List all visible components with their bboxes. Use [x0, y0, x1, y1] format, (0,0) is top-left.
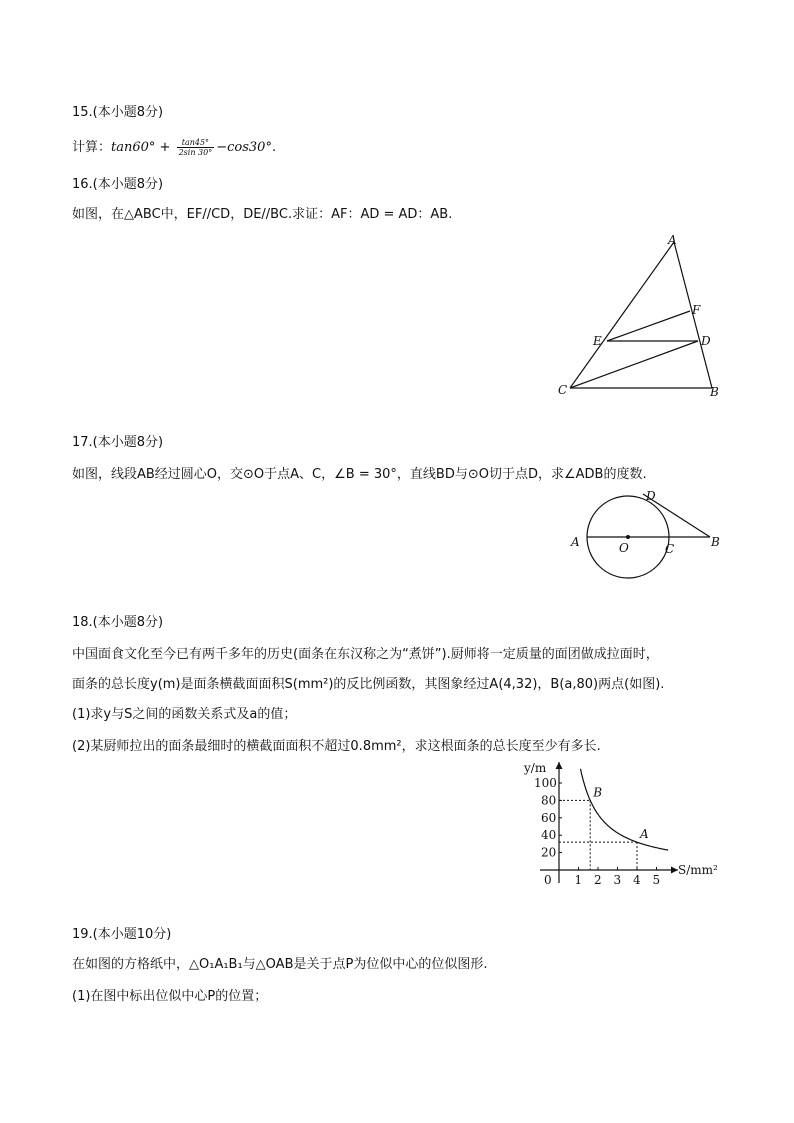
label-A: A: [571, 535, 580, 549]
q15-term3: cos30°: [227, 140, 272, 155]
label-B: B: [710, 385, 719, 399]
label-E: E: [593, 334, 602, 348]
q18-header: 18.(本小题8分): [72, 615, 164, 630]
q15-fraction: [177, 138, 215, 157]
q15-plus: +: [155, 140, 175, 155]
q16-text: 如图，在△ABC中，EF//CD，DE//BC.求证：AF：AD = AD：AB.: [72, 207, 453, 222]
q18-sub1: (1)求y与S之间的函数关系式及a的值；: [72, 707, 297, 722]
q18-line1: 中国面食文化至今已有两千多年的历史(面条在东汉称之为“煮饼”).厨师将一定质量的面团做成拉面时，: [72, 647, 659, 662]
y-tick-label: 40: [541, 828, 557, 843]
label-C: C: [665, 542, 675, 556]
label-B: B: [711, 535, 720, 549]
q15-minus: −: [216, 140, 228, 155]
label-O: O: [619, 541, 629, 555]
q19-sub1: (1)在图中标出位似中心P的位置；: [72, 989, 268, 1004]
label-C: C: [558, 383, 568, 397]
q18-sub2: (2)某厨师拉出的面条最细时的横截面面积不超过0.8mm²，求这根面条的总长度至少有多长.: [72, 739, 601, 754]
point-label-B: B: [593, 785, 603, 800]
q15-frac-num: tan45°: [177, 138, 215, 148]
point-label-A: A: [640, 827, 649, 842]
label-D: D: [701, 334, 711, 348]
q15-end: .: [271, 140, 277, 155]
q17-header: 17.(本小题8分): [72, 435, 164, 450]
label-F: F: [692, 303, 701, 317]
segment-EF: [607, 311, 690, 341]
q16-triangle-figure: [550, 228, 730, 403]
y-tick-label: 100: [534, 776, 557, 790]
q15-frac-den: 2sin 30°: [178, 148, 213, 157]
inverse-proportion-curve: [581, 769, 669, 850]
x-tick-label: 1: [574, 873, 583, 887]
q18-chart: [520, 758, 730, 888]
q19-text: 在如图的方格纸中，△O₁A₁B₁与△OAB是关于点P为位似中心的位似图形.: [72, 957, 488, 972]
q15-term1: tan60°: [111, 140, 156, 155]
q17-circle-figure: [565, 484, 735, 584]
q18-line2: 面条的总长度y(m)是面条横截面面积S(mm²)的反比例函数，其图象经过A(4,32)，B(a,80)两点(如图).: [72, 677, 665, 692]
edge-AC: [570, 242, 674, 388]
y-tick-label: 60: [541, 810, 557, 825]
y-tick-label: 20: [541, 845, 557, 860]
origin-label: 0: [544, 873, 552, 887]
x-tick-label: 5: [652, 873, 661, 887]
x-tick-label: 3: [613, 873, 622, 887]
x-tick-label: 2: [594, 873, 602, 887]
y-tick-label: 80: [541, 793, 557, 808]
q16-header: 16.(本小题8分): [72, 177, 164, 192]
label-D: D: [646, 489, 656, 503]
label-A: A: [668, 233, 677, 247]
center-dot: [626, 535, 630, 539]
y-axis-label: y/m: [524, 761, 547, 775]
segment-CD: [570, 341, 698, 388]
q15-expression: [72, 138, 276, 157]
q15-header: 15.(本小题8分): [72, 105, 164, 120]
q17-text: 如图，线段AB经过圆心O，交⊙O于点A、C，∠B = 30°，直线BD与⊙O切于点D，求∠ADB的度数.: [72, 467, 647, 482]
q15-prefix: 计算：: [72, 140, 112, 155]
x-axis-label: S/mm²: [678, 863, 718, 877]
q19-header: 19.(本小题10分): [72, 927, 172, 942]
x-tick-label: 4: [633, 873, 641, 887]
